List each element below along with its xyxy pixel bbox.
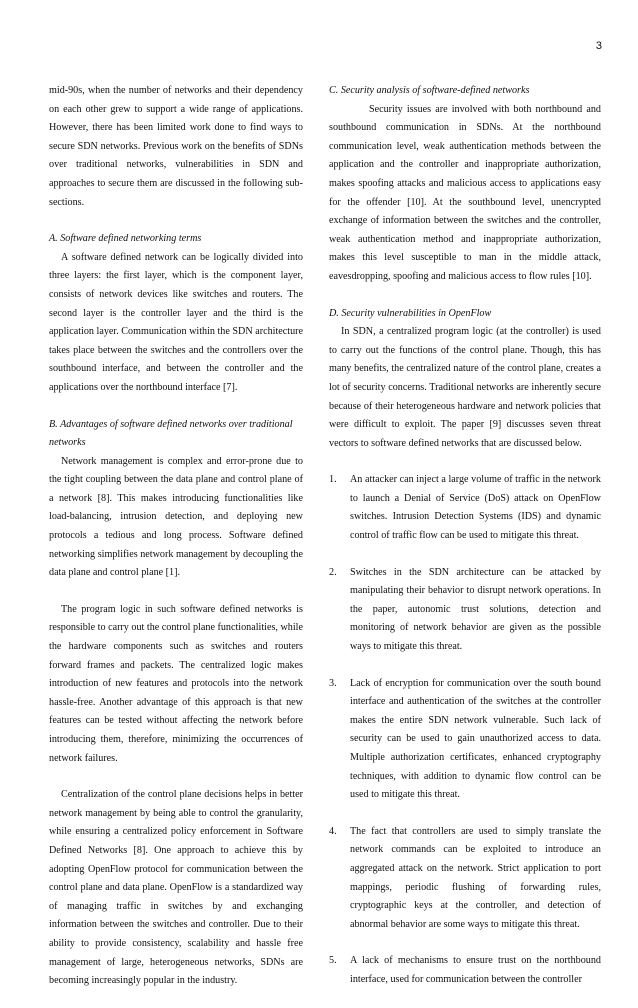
list-item-number: 4. <box>329 825 337 837</box>
list-item-number: 3. <box>329 677 337 689</box>
section-d-title: D. Security vulnerabilities in OpenFlow <box>329 307 492 319</box>
list-item-text: An attacker can inject a large volume of traffic in the network to launch a Denial of Service (DoS) attack on OpenFlow switches. Intrusion Detection Systems (IDS) and dynamic control of traffic flow can be used to mitigate this threat. <box>350 474 601 542</box>
right-column <box>329 82 601 1008</box>
list-item <box>329 564 601 657</box>
list-item-number: 1. <box>329 474 337 486</box>
list-item-number: 5. <box>329 955 337 967</box>
section-c-title: C. Security analysis of software-defined networks <box>329 85 530 96</box>
section-c-paragraph: Security issues are involved with both northbound and southbound communication in SDNs. At the northbound communication level, weak authentication methods between the application and the controller and inappropriate authorization, makes spoofing attacks and malicious access to applications easy for the offender [10]. At the southbound level, unencrypted exchange of information between the switches and the controller, weak authentication method and inappropriate authorization, makes this level susceptible to man in the middle attack, eavesdropping, spoofing and malicious access to flow rules [10]. <box>329 103 601 282</box>
section-b-title: B. Advantages of software defined networks over traditional networks <box>49 418 293 449</box>
section-b-paragraph-1: Network management is complex and error-prone due to the tight coupling between the data plane and control plane of a network [8]. This makes introducing functionalities like load-balancing, intrusion detection, and deploying new protocols a tedious and long process. Software defined networking simplifies network management by decoupling the data plane and control plane [1]. <box>49 455 303 579</box>
list-item-text: Lack of encryption for communication over the south bound interface and authentication of the switches at the controller makes the entire SDN network vulnerable. Such lack of security can be used to gain unauthorized access to data. Multiple authorization certificates, enhanced cryptography techniques, with addition to dynamic flow control can be used to mitigate this threat. <box>350 677 601 801</box>
section-b-paragraph-2: The program logic in such software defined networks is responsible to carry out the control plane functionalities, while the hardware components such as switches and routers forward frames and packets. The centralized logic makes introduction of new features and protocols into the network hassle-free. Another advantage of this approach is that new features can be tested without affecting the network before introducing them, therefore, minimizing the occurrences of network failures. <box>49 603 303 764</box>
page-number: 3 <box>595 40 602 52</box>
list-item-text: A lack of mechanisms to ensure trust on the northbound interface, used for communication between the controller <box>350 955 601 985</box>
list-item-text: Switches in the SDN architecture can be attacked by manipulating their behavior to disrupt network operations. In the paper, autonomic trust solutions, detection and monitoring of network behavior are given as the possible ways to mitigate this threat. <box>350 566 601 653</box>
section-a-title: A. Software defined networking terms <box>49 233 202 245</box>
section-b-paragraph-3: Centralization of the control plane decisions helps in better network management by being able to control the granularity, while ensuring a centralized policy enforcement in Software Defined Networks [8]. One approach to achieve this by adopting OpenFlow protocol for communication between the control plane and data plane. OpenFlow is a standardized way of managing traffic in switches by and exchanging information between the switches and controller. Due to their ability to provide consistency, scalability and hassle free management of large, heterogeneous networks, SDNs are becoming increasingly popular in the industry. <box>49 789 303 987</box>
intro-paragraph: mid-90s, when the number of networks and their dependency on each other grew to support a wide range of applications. However, there has been limited work done to find ways to secure SDN networks. Previous work on the benefits of SDNs over traditional networks, vulnerabilities in SDN and approaches to secure them are discussed in the following sub-sections. <box>49 85 303 208</box>
list-item <box>329 675 601 805</box>
section-d-paragraph: In SDN, a centralized program logic (at the controller) is used to carry out the functions of the control plane. Though, this has many benefits, the centralized nature of the control plane, creates a lot of security concerns. Traditional networks are inherently secure because of their heterogeneous hardware and network policies that were difficult to exploit. The paper [9] discusses seven threat vectors to software defined networks that are discussed below. <box>329 326 601 449</box>
list-item-number: 2. <box>329 566 337 578</box>
left-column <box>49 82 303 991</box>
list-item <box>329 952 601 989</box>
list-item-text: The fact that controllers are used to simply translate the network commands can be exploited to introduce an aggregated attack on the network. Strict application to port mappings, periodic flushing of forwarding rules, cryptographic keys at the controller, and detection of abnormal behavior are some ways to mitigate this threat. <box>350 825 601 930</box>
threat-vector-list <box>329 471 601 989</box>
list-item <box>329 471 601 545</box>
section-a-paragraph: A software defined network can be logically divided into three layers: the first layer, which is the component layer, consists of network devices like switches and routers. The second layer is the controller layer and the third is the application layer. Communication within the SDN architecture takes place between the switches and the controllers over the southbound interface, and between the controller and the applications over the northbound interface [7]. <box>49 251 303 393</box>
list-item <box>329 823 601 935</box>
